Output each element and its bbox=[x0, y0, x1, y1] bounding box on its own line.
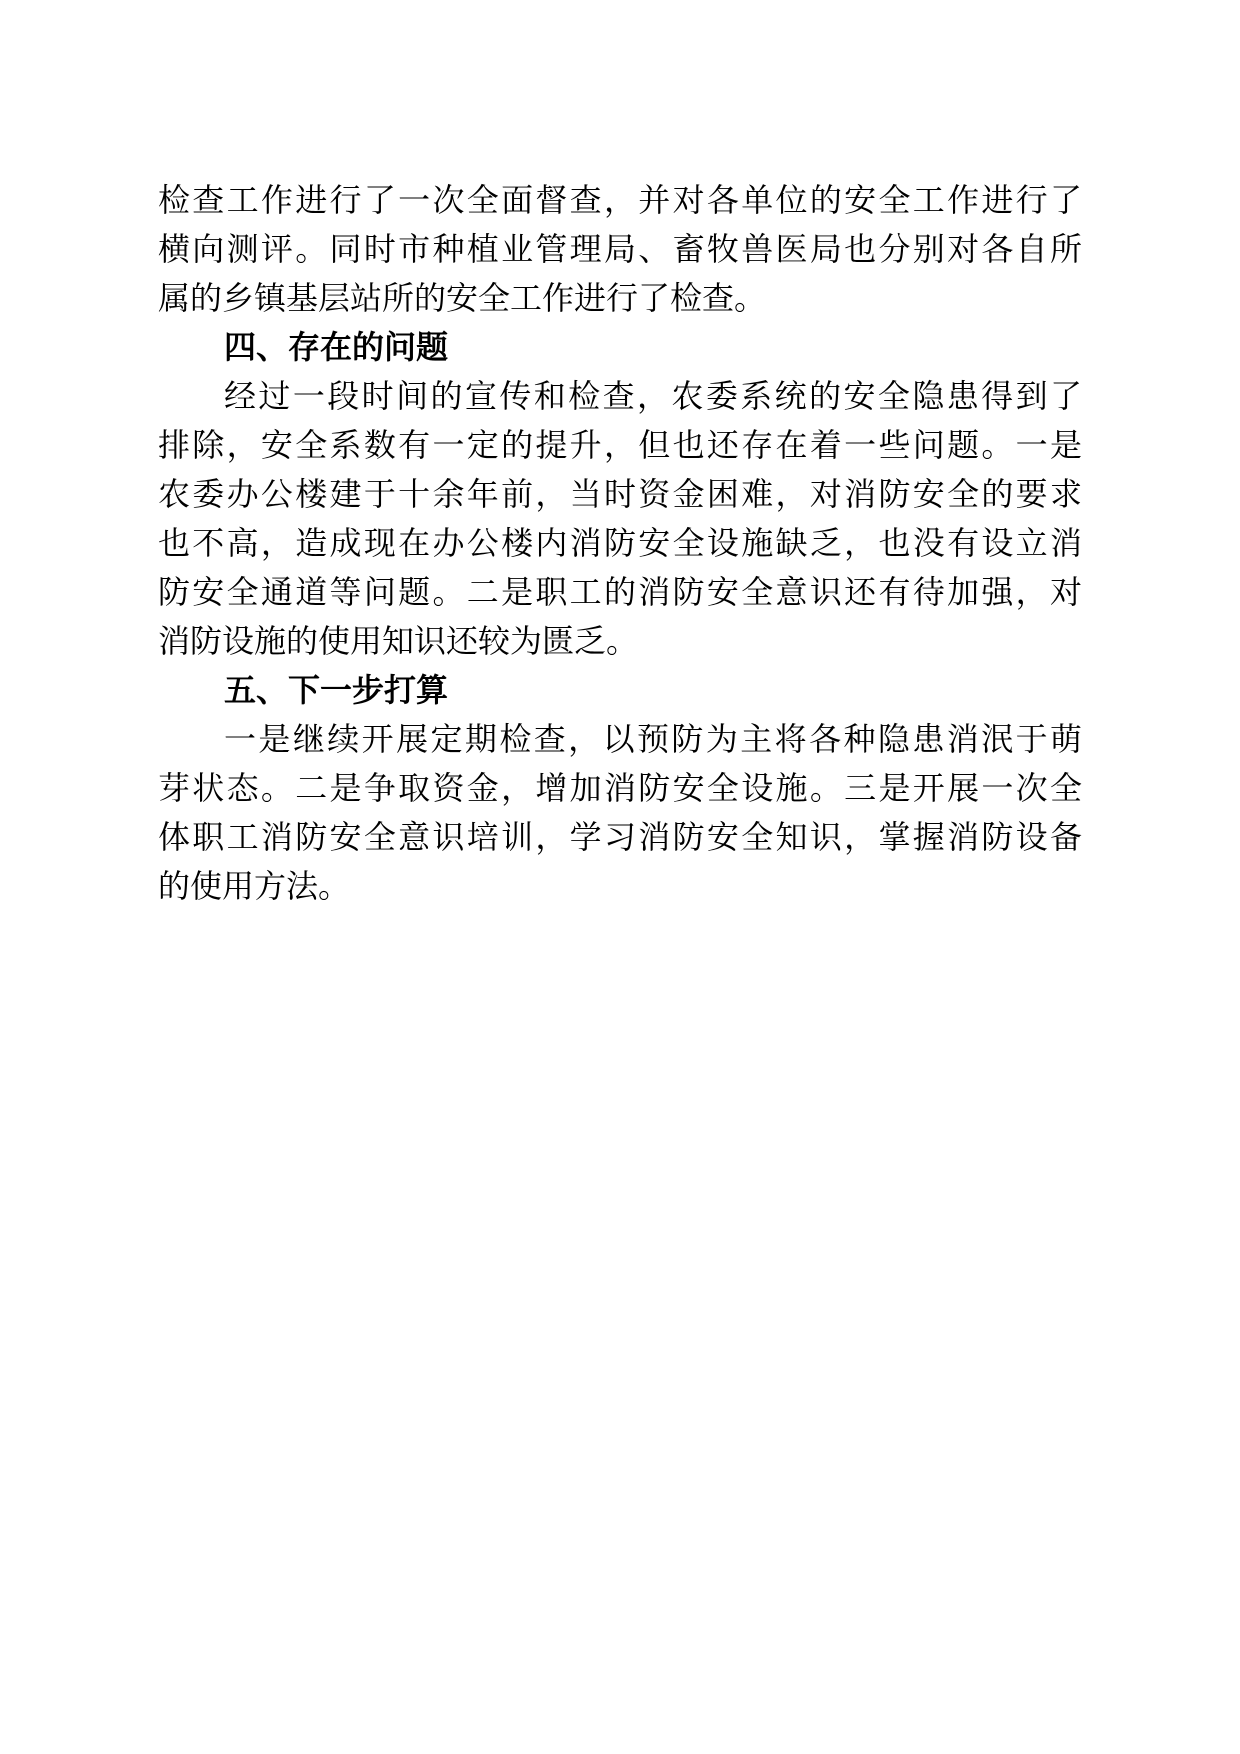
text-line: 也不高，造成现在办公楼内消防安全设施缺乏，也没有设立消 bbox=[158, 524, 1082, 562]
text-line: 一是继续开展定期检查，以预防为主将各种隐患消泯于萌 bbox=[224, 720, 1082, 758]
text-line: 属的乡镇基层站所的安全工作进行了检查。 bbox=[158, 279, 767, 317]
text-line: 体职工消防安全意识培训，学习消防安全知识，掌握消防设备 bbox=[158, 818, 1082, 856]
text-line: 排除，安全系数有一定的提升，但也还存在着一些问题。一是 bbox=[158, 426, 1082, 464]
section-heading: 四、存在的问题 bbox=[224, 328, 449, 366]
text-line: 的使用方法。 bbox=[158, 867, 351, 905]
text-line: 农委办公楼建于十余年前，当时资金困难，对消防安全的要求 bbox=[158, 475, 1082, 513]
text-line: 芽状态。二是争取资金，增加消防安全设施。三是开展一次全 bbox=[158, 769, 1082, 807]
document-page bbox=[158, 176, 1082, 911]
section-existing-problems bbox=[158, 323, 1082, 666]
text-line: 检查工作进行了一次全面督查，并对各单位的安全工作进行了 bbox=[158, 181, 1082, 219]
text-line: 消防设施的使用知识还较为匮乏。 bbox=[158, 622, 639, 660]
paragraph-continued bbox=[158, 176, 1082, 323]
text-line: 经过一段时间的宣传和检查，农委系统的安全隐患得到了 bbox=[224, 377, 1082, 415]
text-line: 防安全通道等问题。二是职工的消防安全意识还有待加强，对 bbox=[158, 573, 1082, 611]
section-heading: 五、下一步打算 bbox=[224, 671, 449, 709]
section-next-steps bbox=[158, 666, 1082, 911]
text-line: 横向测评。同时市种植业管理局、畜牧兽医局也分别对各自所 bbox=[158, 230, 1082, 268]
